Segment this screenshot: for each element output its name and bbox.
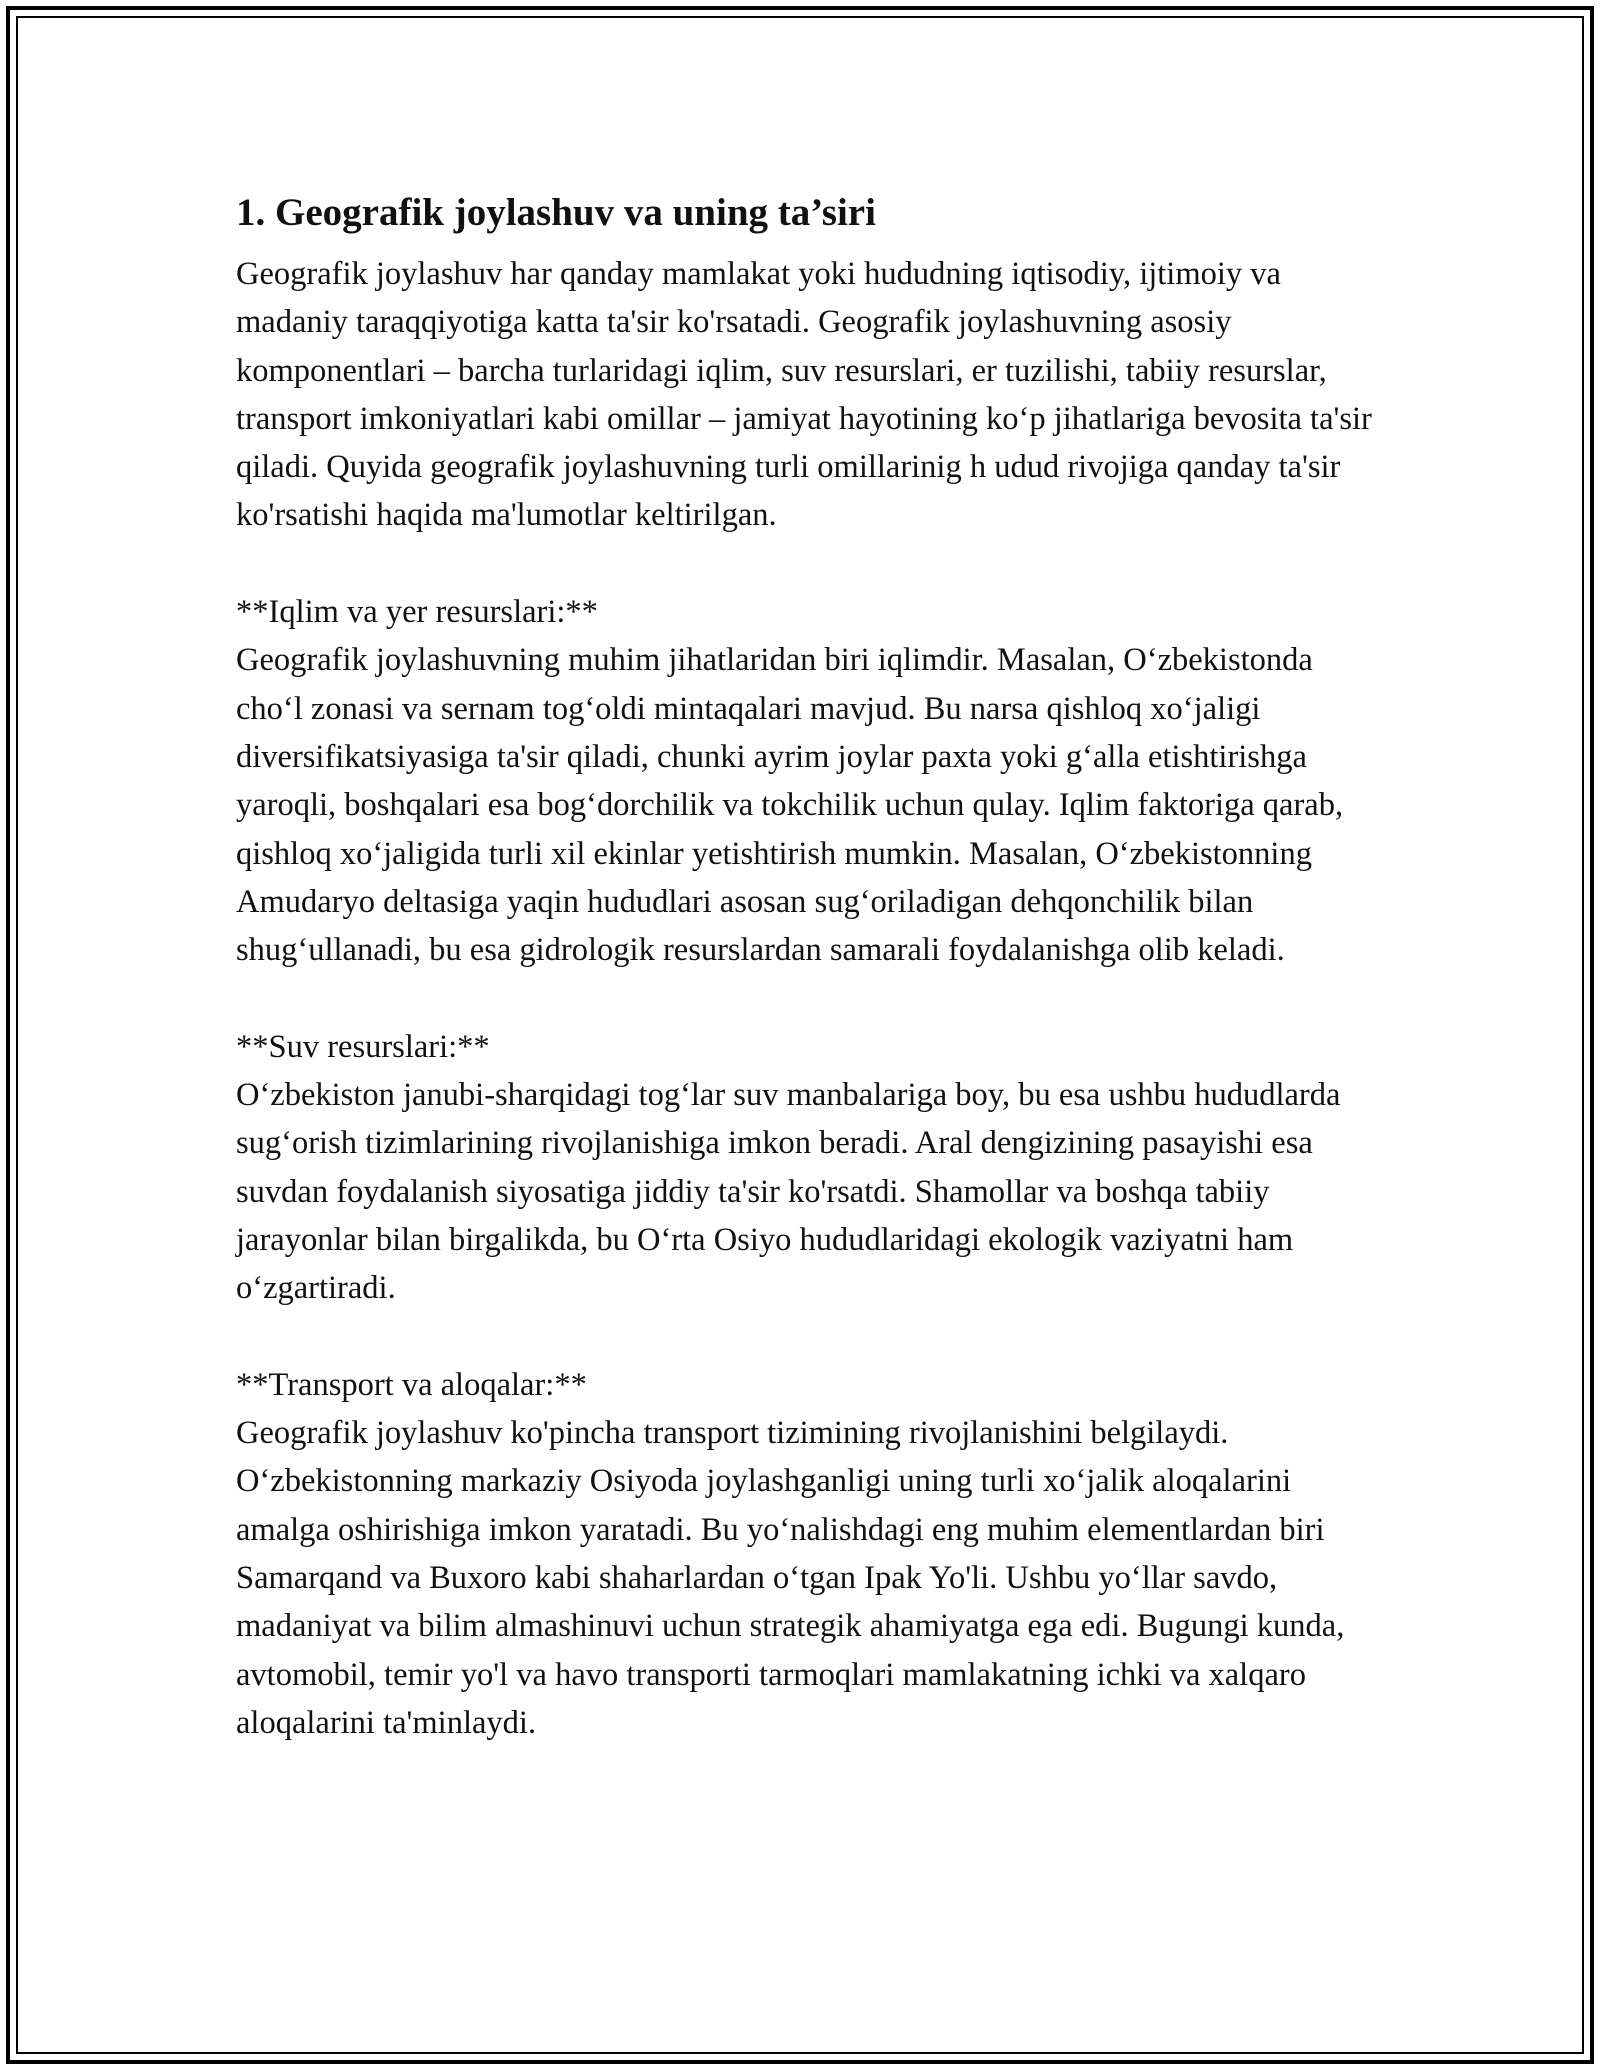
subsection-title-climate: **Iqlim va yer resurslari:**	[236, 594, 598, 631]
paragraph-spacer	[236, 1313, 1376, 1361]
paragraph-spacer	[236, 540, 1376, 588]
intro-paragraph: Geografik joylashuv har qanday mamlakat yoki hududning iqtisodiy, ijtimoiy va madaniy taraqqiyotiga katta ta'sir ko'rsatadi. Geografik joylashuvning asosiy komponentlari – barcha turlaridagi iqlim, suv resurslari, er tuzilishi, tabiiy resurslar, transport imkoniyatlari kabi omillar – jamiyat hayotining ko‘p jihatlariga bevosita ta'sir qiladi. Quyida geografik joylashuvning turli omillarinig h udud rivojiga qanday ta'sir ko'rsatishi haqida ma'lumotlar keltirilgan.	[236, 256, 1380, 534]
paragraph-spacer	[236, 974, 1376, 1022]
subsection-body-water: O‘zbekiston janubi-sharqidagi tog‘lar suv manbalariga boy, bu esa ushbu hududlarda sug‘orish tizimlarining rivojlanishiga imkon beradi. Aral dengizining pasayishi esa suvdan foydalanish siyosatiga jiddiy ta'sir ko'rsatdi. Shamollar va boshqa tabiiy jarayonlar bilan birgalikda, bu O‘rta Osiyo hududlaridagi ekologik vaziyatni ham o‘zgartiradi.	[236, 1077, 1349, 1307]
document-body	[236, 184, 1380, 1747]
subsection-title-water: **Suv resurslari:**	[236, 1028, 490, 1065]
section-heading: 1. Geografik joylashuv va uning ta’siri	[236, 191, 876, 234]
subsection-body-transport: Geografik joylashuv ko'pincha transport tizimining rivojlanishini belgilaydi. O‘zbekistonning markaziy Osiyoda joylashganligi uning turli xo‘jalik aloqalarini amalga oshirishiga imkon yaratadi. Bu yo‘nalishdagi eng muhim elementlardan biri Samarqand va Buxoro kabi shaharlardan o‘tgan Ipak Yo'li. Ushbu yo‘llar savdo, madaniyat va bilim almashinuvi uchun strategik ahamiyatga ega edi. Bugungi kunda, avtomobil, temir yo'l va havo transporti tarmoqlari mamlakatning ichki va xalqaro aloqalarini ta'minlaydi.	[236, 1415, 1353, 1741]
subsection-body-climate: Geografik joylashuvning muhim jihatlaridan biri iqlimdir. Masalan, O‘zbekistonda cho‘l zonasi va sernam tog‘oldi mintaqalari mavjud. Bu narsa qishloq xo‘jaligi diversifikatsiyasiga ta'sir qiladi, chunki ayrim joylar paxta yoki g‘alla etishtirishga yaroqli, boshqalari esa bog‘dorchilik va tokchilik uchun qulay. Iqlim faktoriga qarab, qishloq xo‘jaligida turli xil ekinlar yetishtirish mumkin. Masalan, O‘zbekistonning Amudaryo deltasiga yaqin hududlari asosan sug‘oriladigan dehqonchilik bilan shug‘ullanadi, bu esa gidrologik resurslardan samarali foydalanishga olib keladi.	[236, 642, 1352, 969]
subsection-title-transport: **Transport va aloqalar:**	[236, 1366, 587, 1403]
